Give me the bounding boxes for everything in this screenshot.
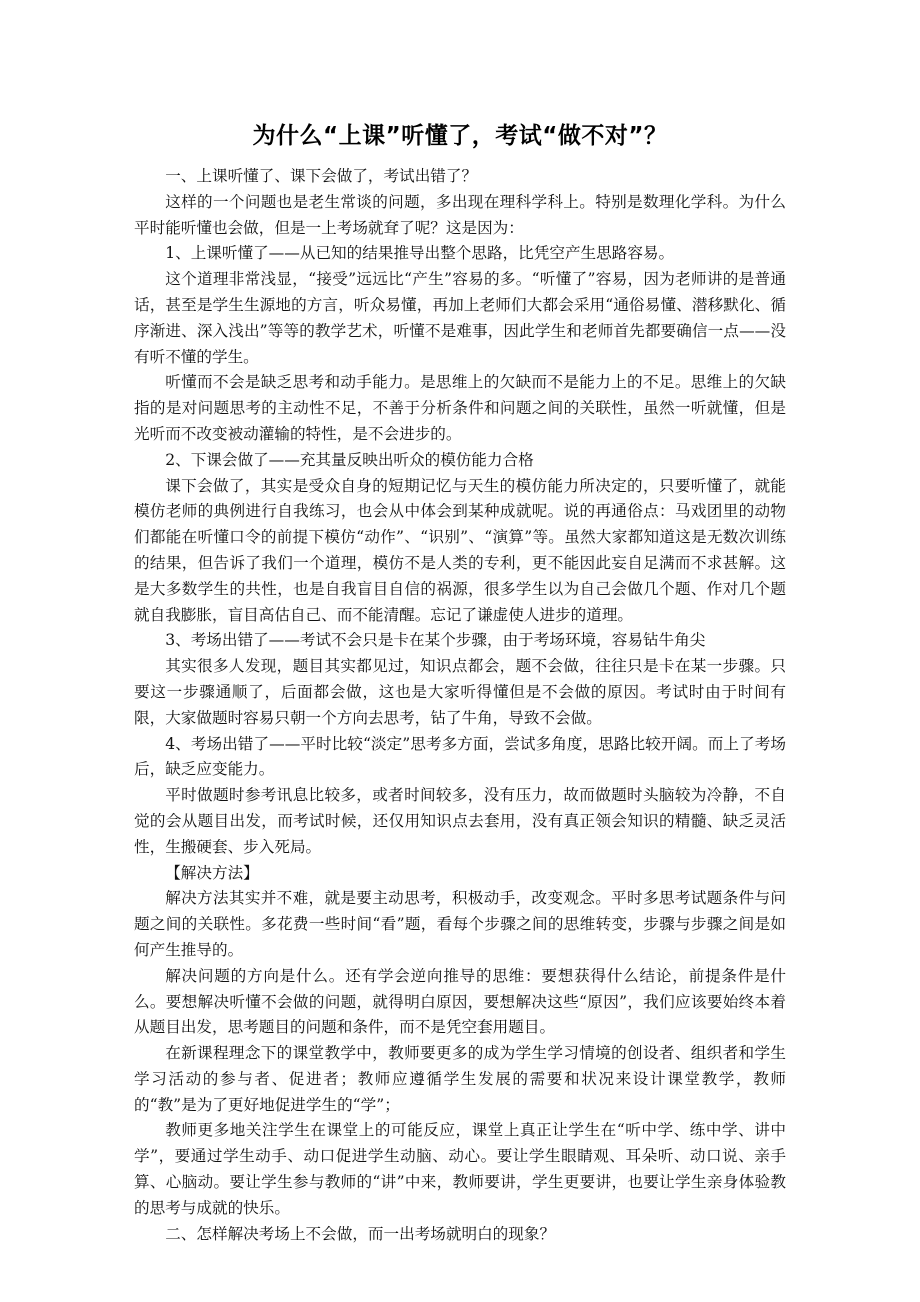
section-heading-2: 二、怎样解决考场上不会做，而一出考场就明白的现象？ bbox=[165, 1224, 556, 1243]
point-heading-2: 2、下课会做了——充其量反映出听众的模仿能力合格 bbox=[165, 450, 534, 469]
solution-heading: 【解决方法】 bbox=[165, 863, 259, 882]
point-heading-3: 3、考场出错了——考试不会只是卡在某个步骤，由于考场环境，容易钻牛角尖 bbox=[165, 631, 706, 650]
paragraph: 解决问题的方向是什么。还有学会逆向推导的思维：要想获得什么结论，前提条件是什么。要想解决听懂不会做的问题，就得明白原因，要想解决这些“原因”，我们应该要始终本着从题目出发，思考题目的问题和条件，而不是凭空套用题目。 bbox=[134, 966, 786, 1037]
document-body bbox=[134, 164, 786, 1247]
paragraph: 课下会做了，其实是受众自身的短期记忆与天生的模仿能力所决定的，只要听懂了，就能模仿老师的典例进行自我练习，也会从中体会到某种成就呢。说的再通俗点：马戏团里的动物们都能在听懂口令的前提下模仿“动作”、“识别”、“演算”等。虽然大家都知道这是无数次训练的结果，但告诉了我们一个道理，模仿不是人类的专利，更不能因此妄自足满而不求甚解。这是大多数学生的共性，也是自我盲目自信的祸源，很多学生以为自己会做几个题、作对几个题就自我膨胀，盲目高估自己、而不能清醒。忘记了谦虚使人进步的道理。 bbox=[134, 476, 786, 624]
paragraph: 解决方法其实并不难，就是要主动思考，积极动手，改变观念。平时多思考试题条件与问题之间的关联性。多花费一些时间“看”题，看每个步骤之间的思维转变，步骤与步骤之间是如何产生推导的。 bbox=[134, 889, 786, 959]
section-heading-1: 一、上课听懂了、课下会做了，考试出错了？ bbox=[165, 167, 478, 185]
point-heading-4: 4、考场出错了——平时比较“淡定”思考多方面，尝试多角度，思路比较开阔。而上了考场后，缺乏应变能力。 bbox=[134, 734, 786, 779]
paragraph: 听懂而不会是缺乏思考和动手能力。是思维上的欠缺而不是能力上的不足。思维上的欠缺指的是对问题思考的主动性不足，不善于分析条件和问题之间的关联性，虽然一听就懂，但是光听而不改变被动灌输的特性，是不会进步的。 bbox=[134, 373, 786, 443]
paragraph: 这样的一个问题也是老生常谈的问题，多出现在理科学科上。特别是数理化学科。为什么平时能听懂也会做，但是一上考场就耷了呢？这是因为： bbox=[134, 192, 786, 237]
paragraph: 教师更多地关注学生在课堂上的可能反应，课堂上真正让学生在“听中学、练中学、讲中学”，要通过学生动手、动口促进学生动脑、动心。要让学生眼睛观、耳朵听、动口说、亲手算、心脑动。要让学生参与教师的“讲”中来，教师要讲，学生更要讲，也要让学生亲身体验教的思考与成就的快乐。 bbox=[134, 1121, 786, 1217]
paragraph: 平时做题时参考讯息比较多，或者时间较多，没有压力，故而做题时头脑较为冷静，不自觉的会从题目出发，而考试时候，还仅用知识点去套用，没有真正领会知识的精髓、缺乏灵活性，生搬硬套、步入死局。 bbox=[134, 786, 786, 856]
paragraph: 在新课程理念下的课堂教学中，教师要更多的成为学生学习情境的创设者、组织者和学生学习活动的参与者、促进者；教师应遵循学生发展的需要和状况来设计课堂教学，教师的“教”是为了更好地促进学生的“学”； bbox=[134, 1044, 786, 1114]
paragraph: 其实很多人发现，题目其实都见过，知识点都会，题不会做，往往只是卡在某一步骤。只要这一步骤通顺了，后面都会做，这也是大家听得懂但是不会做的原因。考试时由于时间有限，大家做题时容易只朝一个方向去思考，钻了牛角，导致不会做。 bbox=[134, 657, 786, 727]
point-heading-1: 1、上课听懂了——从已知的结果推导出整个思路，比凭空产生思路容易。 bbox=[165, 244, 675, 263]
paragraph: 这个道理非常浅显，“接受”远远比“产生”容易的多。“听懂了”容易，因为老师讲的是普通话，甚至是学生生源地的方言，听众易懂，再加上老师们大都会采用“通俗易懂、潜移默化、循序渐进、深入浅出”等等的教学艺术，听懂不是难事，因此学生和老师首先都要确信一点——没有听不懂的学生。 bbox=[134, 270, 786, 366]
document-title: 为什么“上课”听懂了，考试“做不对”？ bbox=[252, 123, 668, 149]
